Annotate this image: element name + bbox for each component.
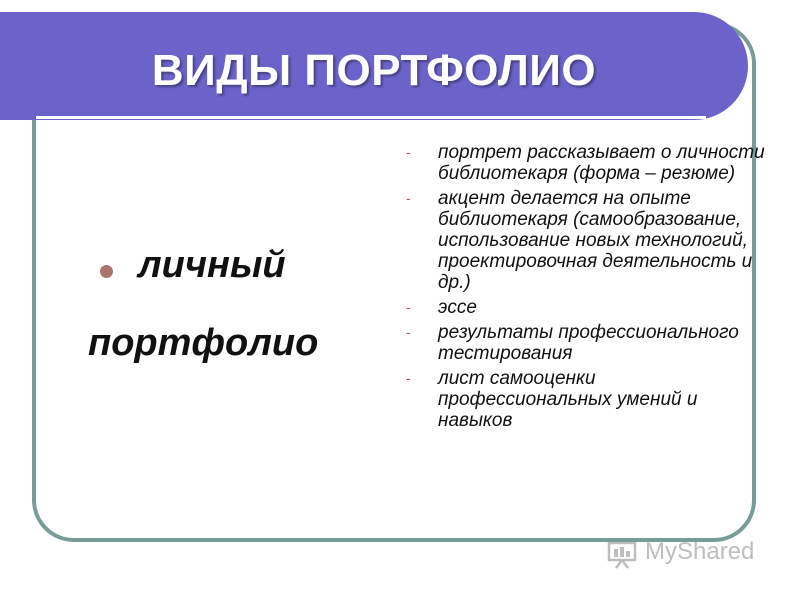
right-bullet-list (406, 142, 766, 435)
watermark (607, 538, 767, 570)
title-underline (36, 116, 706, 119)
list-item-text: акцент делается на опыте библиотекаря (самообразование, использование новых технологий, проектировочная деятельность и др.) (438, 188, 753, 293)
bullet-dot-icon (100, 265, 113, 278)
dash-bullet-icon: - (406, 190, 411, 206)
presentation-board-icon (607, 540, 639, 570)
dash-bullet-icon: - (406, 324, 411, 340)
list-item-text: эссе (438, 297, 477, 318)
list-item (406, 297, 766, 318)
dash-bullet-icon: - (406, 370, 411, 386)
list-item-text: лист самооценки профессиональных умений и навыков (438, 368, 698, 431)
left-text-line-1: личный (138, 244, 286, 286)
title-band (0, 12, 748, 120)
list-item-text: портрет рассказывает о личности библиотекаря (форма – резюме) (438, 142, 765, 184)
dash-bullet-icon: - (406, 299, 411, 315)
dash-bullet-icon: - (406, 144, 411, 160)
list-item-text: результаты профессионального тестирования (438, 322, 739, 364)
list-item (406, 188, 766, 293)
watermark-text: MyShared (645, 538, 755, 565)
list-item (406, 142, 766, 184)
list-item (406, 322, 766, 364)
slide-title: ВИДЫ ПОРТФОЛИО (151, 46, 597, 95)
left-text-line-2: портфолио (88, 322, 319, 364)
list-item (406, 368, 766, 431)
